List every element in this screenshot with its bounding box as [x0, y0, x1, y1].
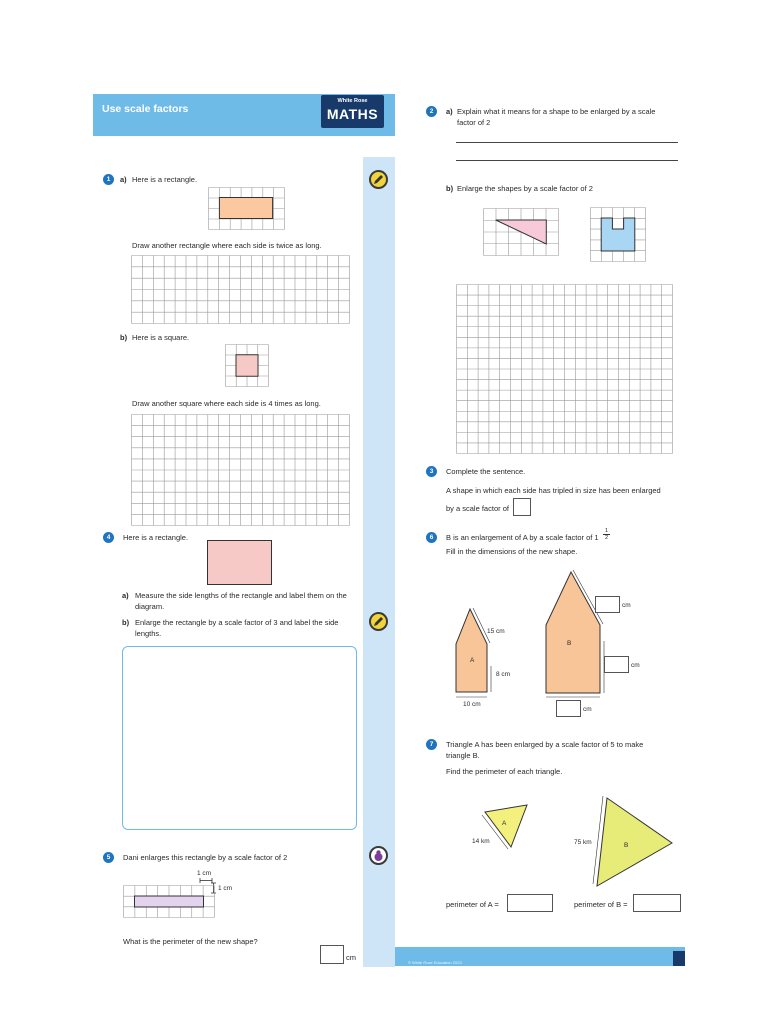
q6-base-answer-box[interactable]	[556, 700, 581, 717]
q6-a-base: 10 cm	[463, 701, 481, 708]
q5-label-height: 1 cm	[218, 885, 233, 892]
q2-b-text: Enlarge the shapes by a scale factor of 2	[457, 184, 593, 193]
q6-height-unit: cm	[631, 662, 640, 669]
q3-line2: by a scale factor of	[446, 504, 509, 513]
q1-a-grid	[208, 187, 285, 230]
answer-line[interactable]	[456, 160, 678, 161]
q5-label-width: 1 cm	[197, 870, 212, 877]
question-number: 5	[103, 852, 114, 863]
q6-fraction-numerator: 1	[604, 528, 609, 534]
q6-side-answer-box[interactable]	[595, 596, 620, 613]
q4-a-tag: a)	[122, 591, 129, 600]
q2-triangle-grid	[483, 208, 559, 256]
question-number: 3	[426, 466, 437, 477]
q6-shape-a	[445, 598, 515, 713]
question-number: 7	[426, 739, 437, 750]
q4-rectangle	[207, 540, 272, 585]
q7-perim-a-label: perimeter of A =	[446, 900, 499, 909]
q5-answer-box[interactable]	[320, 945, 344, 964]
q5-question: What is the perimeter of the new shape?	[123, 937, 258, 946]
q4-b-text: Enlarge the rectangle by a scale factor of 3 and label the side lengths.	[135, 618, 339, 638]
q3-title: Complete the sentence.	[446, 467, 526, 476]
q5-grid	[123, 885, 215, 918]
footer-copyright: © White Rose Education 2023	[408, 960, 462, 965]
q3-answer-box[interactable]	[513, 498, 531, 516]
q7-perim-b-box[interactable]	[633, 894, 681, 912]
q7-b-side: 75 km	[574, 839, 592, 846]
q1-a-tag: a)	[120, 175, 127, 184]
question-number: 2	[426, 106, 437, 117]
q2-b-tag: b)	[446, 184, 454, 193]
q1-b-instruction: Draw another square where each side is 4 times as long.	[132, 399, 321, 408]
q7-triangle-b	[592, 792, 692, 892]
q4-working-box[interactable]	[122, 646, 357, 830]
q7-label-a: A	[502, 820, 507, 827]
q6-label-a: A	[470, 657, 475, 664]
q7-perim-a-box[interactable]	[507, 894, 553, 912]
q6-base-unit: cm	[583, 706, 592, 713]
q6-label-b: B	[567, 640, 572, 647]
q5-title: Dani enlarges this rectangle by a scale factor of 2	[123, 853, 288, 862]
logo-brand-main: MATHS	[326, 106, 379, 122]
q7-subtitle: Find the perimeter of each triangle.	[446, 767, 563, 776]
page-title: Use scale factors	[102, 103, 189, 115]
q5-unit: cm	[346, 953, 356, 962]
white-rose-logo	[321, 95, 384, 128]
q7-a-side: 14 km	[472, 838, 490, 845]
q1-a-drawing-grid	[131, 255, 350, 324]
q2-drawing-grid	[456, 284, 673, 454]
q6-side-unit: cm	[622, 602, 631, 609]
q6-a-side: 15 cm	[487, 628, 505, 635]
q6-a-height: 8 cm	[496, 671, 511, 678]
q2-a-tag: a)	[446, 107, 453, 116]
answer-line[interactable]	[456, 142, 678, 143]
q6-subtitle: Fill in the dimensions of the new shape.	[446, 547, 578, 556]
q7-perim-b-label: perimeter of B =	[574, 900, 628, 909]
q1-b-tag: b)	[120, 333, 128, 342]
question-number: 1	[103, 174, 114, 185]
footer-logo	[673, 951, 685, 966]
q7-title: Triangle A has been enlarged by a scale factor of 5 to make triangle B.	[446, 740, 644, 760]
q3-line1: A shape in which each side has tripled in size has been enlarged	[446, 486, 661, 495]
q6-height-answer-box[interactable]	[604, 656, 629, 673]
q6-fraction-denominator: 2	[604, 535, 609, 541]
q1-b-text: Here is a square.	[132, 333, 190, 342]
q7-label-b: B	[624, 842, 629, 849]
q1-b-drawing-grid	[131, 414, 350, 526]
q1-a-text: Here is a rectangle.	[132, 175, 198, 184]
q1-b-grid	[225, 344, 269, 387]
q2-a-text: Explain what it means for a shape to be enlarged by a scale factor of 2	[457, 107, 656, 127]
q6-shape-b	[540, 566, 610, 701]
question-number: 6	[426, 532, 437, 543]
q1-a-instruction: Draw another rectangle where each side is twice as long.	[132, 241, 322, 250]
logo-brand-top: White Rose	[337, 98, 368, 104]
pencil-icon	[369, 170, 388, 189]
reasoning-icon	[369, 846, 388, 865]
question-number: 4	[103, 532, 114, 543]
q6-title: B is an enlargement of A by a scale factor of 1	[446, 533, 599, 542]
q6-fraction	[603, 528, 610, 541]
pencil-icon	[369, 612, 388, 631]
q4-a-text: Measure the side lengths of the rectangle and label them on the diagram.	[135, 591, 347, 611]
q2-u-shape-grid	[590, 207, 646, 262]
q4-title: Here is a rectangle.	[123, 533, 189, 542]
q4-b-tag: b)	[122, 618, 130, 627]
